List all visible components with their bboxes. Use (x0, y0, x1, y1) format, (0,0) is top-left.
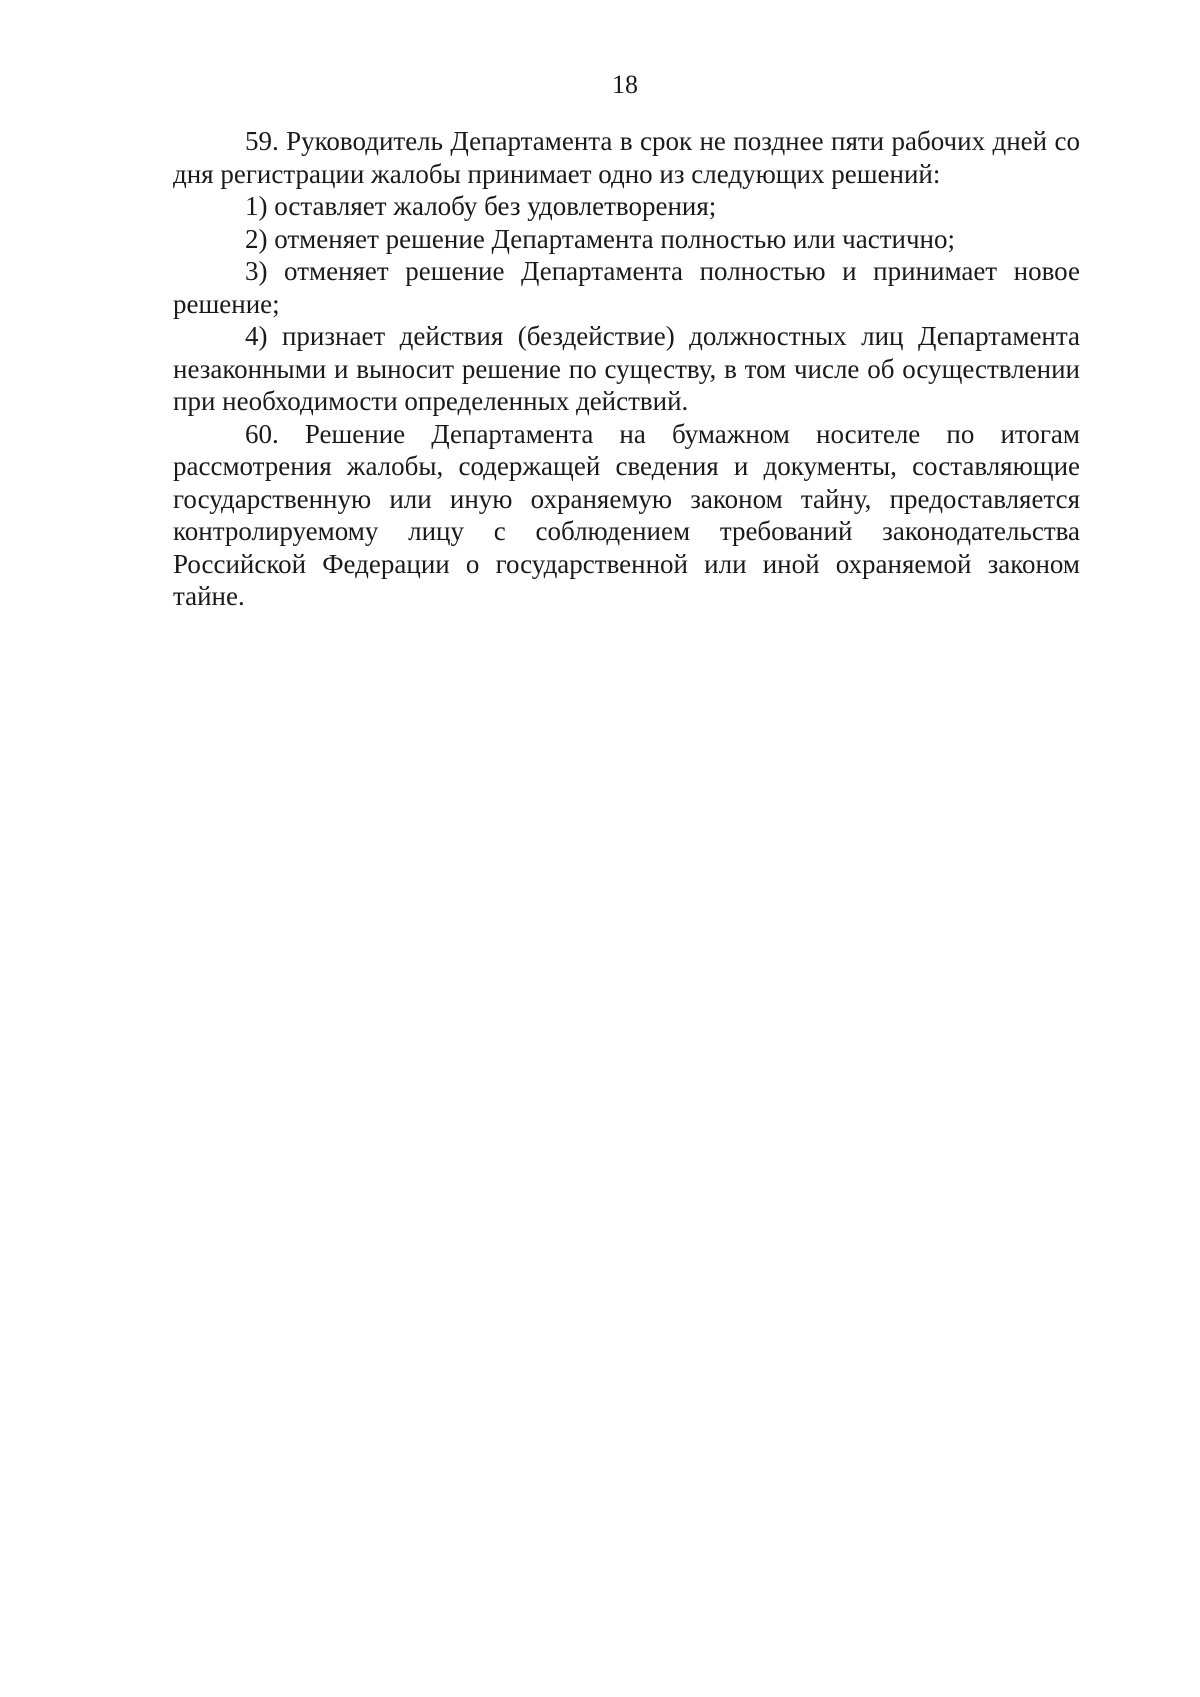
list-item-2: 2) отменяет решение Департамента полностью или частично; (245, 223, 956, 254)
list-item-1: 1) оставляет жалобу без удовлетворения; (245, 191, 717, 221)
page-number: 18 (612, 70, 638, 99)
paragraph-60: 60. Решение Департамента на бумажном носителе по итогам рассмотрения жалобы, содержащей сведения и документы, составляющие государственную или иную охраняемую законом тайну, предоставляется контролируемому лицу с соблюдением требований законодательства Российской Федерации о государственной или иной охраняемой законом тайне. (173, 418, 1080, 611)
document-body (173, 125, 1080, 613)
paragraph-59: 59. Руководитель Департамента в срок не позднее пяти рабочих дней со дня регистрации жалобы принимает одно из следующих решений: (173, 126, 1080, 189)
list-item-4: 4) признает действия (бездействие) должностных лиц Департамента незаконными и выносит решение по существу, в том числе об осуществлении при необходимости определенных действий. (173, 321, 1080, 416)
list-item-3: 3) отменяет решение Департамента полностью и принимает новое решение; (173, 256, 1080, 319)
